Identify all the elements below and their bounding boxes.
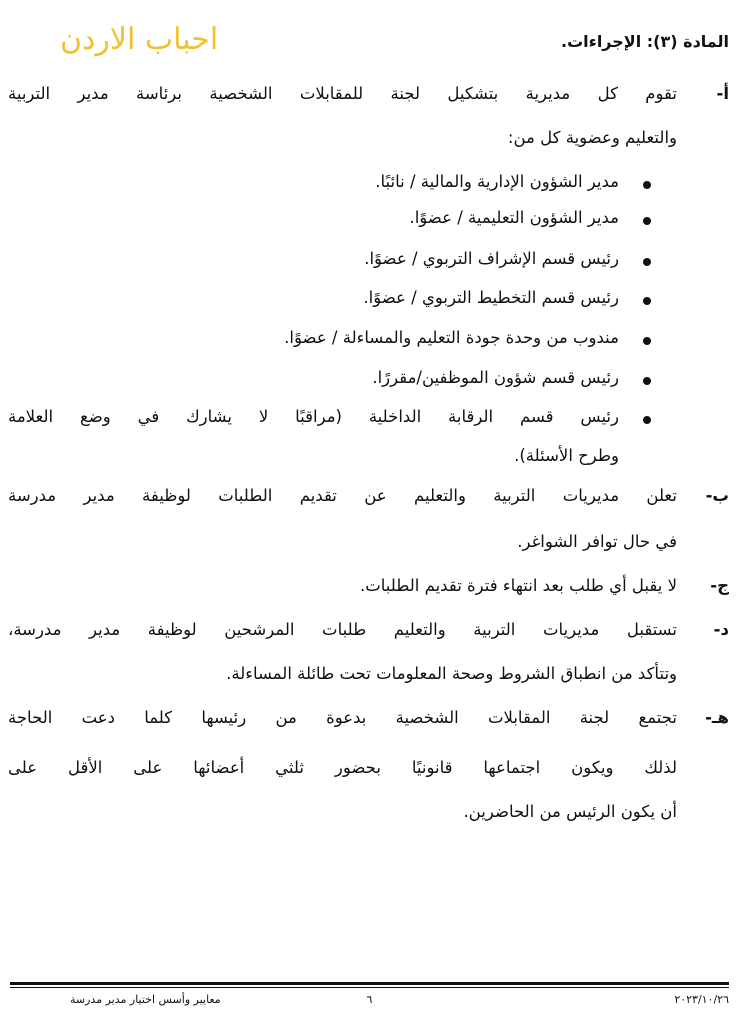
item-c-letter: ج-	[710, 576, 729, 595]
bullet-item: مدير الشؤون التعليمية / عضوًا.	[409, 208, 619, 227]
item-e-line-2: لذلك ويكون اجتماعها قانونيًا بحضور ثلثي أعضائها على الأقل على	[8, 758, 677, 777]
item-b-line-2: في حال توافر الشواغر.	[517, 532, 677, 551]
footer-rule-thin	[10, 987, 729, 988]
item-c-line-1: لا يقبل أي طلب بعد انتهاء فترة تقديم الطلبات.	[359, 576, 677, 595]
bullet-item: مندوب من وحدة جودة التعليم والمساءلة / عضوًا.	[284, 328, 619, 347]
footer-document-title: معايير وأسس اختيار مدير مدرسة	[70, 993, 221, 1006]
item-d-line-1: تستقبل مديريات التربية والتعليم طلبات المرشحين لوظيفة مدير مدرسة،	[8, 620, 677, 639]
footer-rule	[10, 982, 729, 985]
item-a-letter: أ-	[716, 84, 729, 103]
bullet-dot	[643, 258, 651, 266]
bullet-item: رئيس قسم شؤون الموظفين/مقررًا.	[372, 368, 619, 387]
footer-date: ٢٠٢٣/١٠/٢٦	[674, 993, 729, 1006]
item-d-line-2: وتتأكد من انطباق الشروط وصحة المعلومات تحت طائلة المساءلة.	[226, 664, 677, 683]
bullet-item-7-line-2: وطرح الأسئلة).	[514, 446, 619, 465]
bullet-item: رئيس قسم الإشراف التربوي / عضوًا.	[364, 249, 619, 268]
item-a-line-2: والتعليم وعضوية كل من:	[507, 128, 677, 147]
item-e-line-1: تجتمع لجنة المقابلات الشخصية بدعوة من رئيسها كلما دعت الحاجة	[8, 708, 677, 727]
item-b-line-1: تعلن مديريات التربية والتعليم عن تقديم الطلبات لوظيفة مدير مدرسة	[8, 486, 677, 505]
bullet-item-7-line-1: رئيس قسم الرقابة الداخلية (مراقبًا لا يشارك في وضع العلامة	[8, 407, 619, 426]
bullet-dot	[643, 377, 651, 385]
item-d-letter: د-	[713, 620, 729, 639]
bullet-dot	[643, 217, 651, 225]
bullet-dot	[643, 416, 651, 424]
item-b-letter: ب-	[705, 486, 729, 505]
bullet-item: مدير الشؤون الإدارية والمالية / نائبًا.	[375, 172, 619, 191]
bullet-dot	[643, 297, 651, 305]
bullet-dot	[643, 337, 651, 345]
article-title: المادة (٣): الإجراءات.	[561, 32, 729, 51]
item-a-line-1: تقوم كل مديرية بتشكيل لجنة للمقابلات الشخصية برئاسة مدير التربية	[8, 84, 677, 103]
watermark: احباب الاردن	[60, 22, 219, 57]
footer-page-number: ٦	[366, 993, 373, 1006]
item-e-letter: هـ-	[705, 708, 729, 727]
bullet-dot	[643, 181, 651, 189]
item-e-line-3: أن يكون الرئيس من الحاضرين.	[463, 802, 677, 821]
bullet-item: رئيس قسم التخطيط التربوي / عضوًا.	[363, 288, 619, 307]
